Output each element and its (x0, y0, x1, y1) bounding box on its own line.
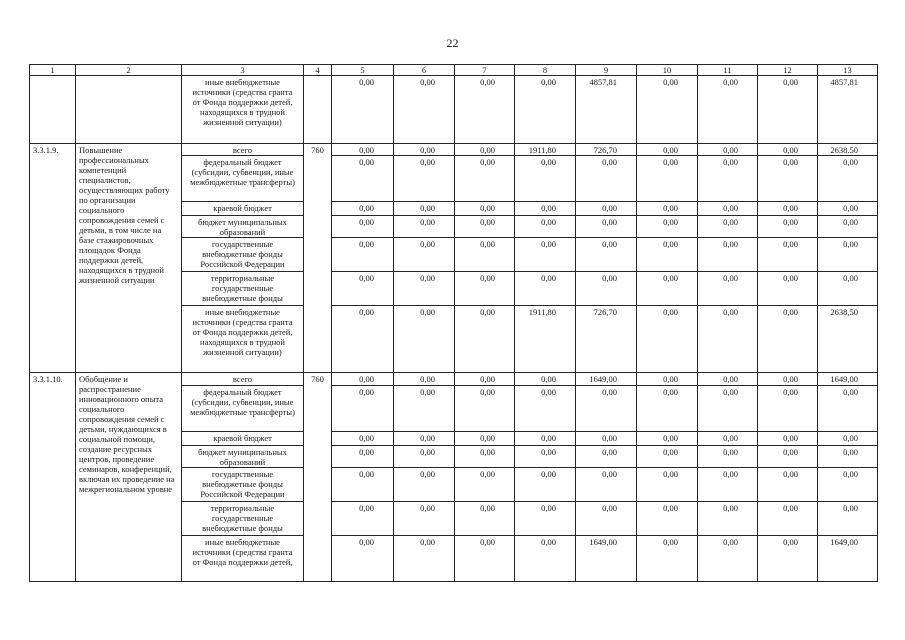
empty-cell (304, 76, 332, 144)
value-cell: 0,00 (758, 76, 818, 144)
value-cell: 0,00 (455, 202, 515, 216)
column-number: 3 (182, 65, 304, 76)
value-cell: 0,00 (637, 536, 698, 582)
value-cell: 0,00 (637, 468, 698, 502)
value-cell: 0,00 (637, 306, 698, 373)
measure-code: 3.3.1.9. (30, 144, 76, 373)
value-cell: 0,00 (332, 306, 394, 373)
value-cell: 0,00 (455, 386, 515, 432)
column-number: 7 (455, 65, 515, 76)
value-cell: 0,00 (332, 446, 394, 468)
value-cell: 0,00 (818, 238, 878, 272)
page-number: 22 (446, 36, 459, 50)
value-cell: 0,00 (758, 156, 818, 202)
value-cell: 0,00 (637, 202, 698, 216)
funding-source: всего (182, 144, 304, 156)
value-cell: 0,00 (394, 272, 455, 306)
value-cell: 0,00 (576, 468, 637, 502)
column-number: 13 (818, 65, 878, 76)
value-cell: 1911,80 (515, 306, 576, 373)
value-cell: 0,00 (758, 386, 818, 432)
column-number: 12 (758, 65, 818, 76)
value-cell: 0,00 (698, 272, 758, 306)
value-cell: 0,00 (455, 502, 515, 536)
value-cell: 0,00 (758, 432, 818, 446)
value-cell: 0,00 (394, 156, 455, 202)
funding-source: территориальные государственные внебюджетные фонды (182, 272, 304, 306)
value-cell: 0,00 (576, 238, 637, 272)
value-cell: 0,00 (394, 386, 455, 432)
value-cell: 0,00 (758, 238, 818, 272)
value-cell: 1649,00 (576, 373, 637, 386)
value-cell: 0,00 (758, 306, 818, 373)
value-cell: 0,00 (758, 272, 818, 306)
value-cell: 0,00 (818, 272, 878, 306)
value-cell: 0,00 (576, 446, 637, 468)
funding-source: краевой бюджет (182, 432, 304, 446)
value-cell: 0,00 (576, 502, 637, 536)
value-cell: 0,00 (698, 432, 758, 446)
column-number: 10 (637, 65, 698, 76)
value-cell: 0,00 (455, 238, 515, 272)
value-cell: 0,00 (455, 144, 515, 156)
value-cell: 0,00 (394, 238, 455, 272)
value-cell: 0,00 (515, 386, 576, 432)
value-cell: 0,00 (394, 202, 455, 216)
value-cell: 0,00 (394, 432, 455, 446)
value-cell: 0,00 (455, 536, 515, 582)
funding-source: всего (182, 373, 304, 386)
funding-source: государственные внебюджетные фонды Российской Федерации (182, 468, 304, 502)
value-cell: 0,00 (576, 272, 637, 306)
value-cell: 0,00 (637, 272, 698, 306)
value-cell: 0,00 (698, 386, 758, 432)
value-cell: 0,00 (515, 373, 576, 386)
value-cell: 0,00 (455, 373, 515, 386)
value-cell: 0,00 (455, 216, 515, 238)
value-cell: 0,00 (637, 373, 698, 386)
value-cell: 0,00 (455, 446, 515, 468)
value-cell: 0,00 (637, 156, 698, 202)
value-cell: 0,00 (698, 502, 758, 536)
value-cell: 0,00 (576, 202, 637, 216)
value-cell: 0,00 (698, 156, 758, 202)
value-cell: 0,00 (818, 468, 878, 502)
value-cell: 0,00 (698, 238, 758, 272)
funding-table (29, 64, 878, 582)
value-cell: 0,00 (758, 373, 818, 386)
value-cell: 0,00 (698, 446, 758, 468)
value-cell: 0,00 (515, 216, 576, 238)
value-cell: 0,00 (515, 238, 576, 272)
value-cell: 0,00 (332, 156, 394, 202)
value-cell: 0,00 (818, 446, 878, 468)
funding-source: федеральный бюджет (субсидии, субвенции, иные межбюджетные трансферты) (182, 156, 304, 202)
value-cell: 4857,81 (818, 76, 878, 144)
value-cell: 0,00 (758, 216, 818, 238)
column-number: 5 (332, 65, 394, 76)
column-number: 8 (515, 65, 576, 76)
value-cell: 2638.50 (818, 144, 878, 156)
value-cell: 0,00 (455, 272, 515, 306)
value-cell: 0,00 (332, 373, 394, 386)
column-number: 6 (394, 65, 455, 76)
value-cell: 0,00 (758, 468, 818, 502)
value-cell: 0,00 (515, 468, 576, 502)
value-cell: 0,00 (698, 306, 758, 373)
value-cell: 1649,00 (818, 373, 878, 386)
column-number: 2 (76, 65, 182, 76)
value-cell: 0,00 (332, 502, 394, 536)
value-cell: 0,00 (332, 432, 394, 446)
column-number: 1 (30, 65, 76, 76)
value-cell: 0,00 (576, 216, 637, 238)
column-number: 9 (576, 65, 637, 76)
value-cell: 0,00 (394, 502, 455, 536)
value-cell: 0,00 (332, 386, 394, 432)
empty-cell (30, 76, 76, 144)
value-cell: 0,00 (332, 202, 394, 216)
value-cell: 0,00 (637, 76, 698, 144)
value-cell: 0,00 (515, 272, 576, 306)
value-cell: 0,00 (394, 373, 455, 386)
value-cell: 0,00 (576, 432, 637, 446)
funding-source: бюджет муниципальных образований (182, 216, 304, 238)
value-cell: 0,00 (394, 306, 455, 373)
value-cell: 0,00 (332, 76, 394, 144)
value-cell: 0,00 (758, 502, 818, 536)
funding-source: иные внебюджетные источники (средства гранта от Фонда поддержки детей, находящихся в трудной жизненной ситуации) (182, 76, 304, 144)
value-cell: 0,00 (758, 202, 818, 216)
value-cell: 0,00 (818, 386, 878, 432)
value-cell: 0,00 (818, 216, 878, 238)
value-cell: 0,00 (758, 144, 818, 156)
value-cell: 0,00 (332, 468, 394, 502)
value-cell: 0,00 (515, 202, 576, 216)
value-cell: 0,00 (698, 76, 758, 144)
funding-source: государственные внебюджетные фонды Российской Федерации (182, 238, 304, 272)
measure-title: Обобщение и распространение инновационного опыта социального сопровождения семей с детьми, нуждающихся в социальной помощи, создание ресурсных центров, проведение семинаров, конференций, включая их проведение на межрегиональном уровне (76, 373, 182, 582)
value-cell: 2638,50 (818, 306, 878, 373)
empty-cell (76, 76, 182, 144)
column-number: 11 (698, 65, 758, 76)
value-cell: 0,00 (698, 144, 758, 156)
funding-source: федеральный бюджет (субсидии, субвенции, иные межбюджетные трансферты) (182, 386, 304, 432)
value-cell: 0,00 (332, 272, 394, 306)
column-4-value: 760 (304, 144, 332, 373)
column-4-value: 760 (304, 373, 332, 582)
value-cell: 0,00 (394, 446, 455, 468)
value-cell: 0,00 (637, 432, 698, 446)
value-cell: 0,00 (818, 502, 878, 536)
funding-source: иные внебюджетные источники (средства гранта от Фонда поддержки детей, (182, 536, 304, 582)
value-cell: 0,00 (515, 502, 576, 536)
value-cell: 0,00 (394, 468, 455, 502)
value-cell: 0,00 (698, 216, 758, 238)
value-cell: 0,00 (515, 156, 576, 202)
value-cell: 1649,00 (818, 536, 878, 582)
value-cell: 0,00 (515, 76, 576, 144)
value-cell: 0,00 (332, 238, 394, 272)
value-cell: 0,00 (455, 432, 515, 446)
value-cell: 0,00 (576, 386, 637, 432)
funding-source: бюджет муниципальных образований (182, 446, 304, 468)
value-cell: 0,00 (455, 76, 515, 144)
value-cell: 0,00 (758, 446, 818, 468)
value-cell: 0,00 (818, 156, 878, 202)
value-cell: 0,00 (332, 216, 394, 238)
value-cell: 0,00 (637, 216, 698, 238)
value-cell: 0,00 (455, 156, 515, 202)
value-cell: 0,00 (698, 468, 758, 502)
value-cell: 0,00 (818, 432, 878, 446)
value-cell: 1649,00 (576, 536, 637, 582)
value-cell: 0,00 (698, 202, 758, 216)
funding-source: иные внебюджетные источники (средства гранта от Фонда поддержки детей, находящихся в трудной жизненной ситуации) (182, 306, 304, 373)
value-cell: 0,00 (394, 144, 455, 156)
value-cell: 0,00 (332, 536, 394, 582)
funding-source: территориальные государственные внебюджетные фонды (182, 502, 304, 536)
funding-source: краевой бюджет (182, 202, 304, 216)
value-cell: 1911,80 (515, 144, 576, 156)
value-cell: 0,00 (637, 144, 698, 156)
value-cell: 726,70 (576, 144, 637, 156)
value-cell: 0,00 (637, 446, 698, 468)
measure-title: Повышение профессиональных компетенций специалистов, осуществляющих работу по организации социального сопровождения семей с детьми, в том числе на базе стажировочных площадок Фонда поддержки детей, находящихся в трудной жизненной ситуации (76, 144, 182, 373)
value-cell: 0,00 (698, 373, 758, 386)
value-cell: 0,00 (698, 536, 758, 582)
value-cell: 0,00 (455, 468, 515, 502)
value-cell: 0,00 (637, 386, 698, 432)
value-cell: 4857,81 (576, 76, 637, 144)
value-cell: 0,00 (515, 446, 576, 468)
value-cell: 0,00 (758, 536, 818, 582)
value-cell: 0,00 (637, 238, 698, 272)
value-cell: 0,00 (394, 216, 455, 238)
value-cell: 0,00 (515, 432, 576, 446)
value-cell: 0,00 (576, 156, 637, 202)
value-cell: 0,00 (637, 502, 698, 536)
value-cell: 0,00 (394, 536, 455, 582)
value-cell: 0,00 (394, 76, 455, 144)
value-cell: 726,70 (576, 306, 637, 373)
value-cell: 0,00 (818, 202, 878, 216)
column-number: 4 (304, 65, 332, 76)
value-cell: 0,00 (332, 144, 394, 156)
value-cell: 0,00 (455, 306, 515, 373)
value-cell: 0,00 (515, 536, 576, 582)
measure-code: 3.3.1.10. (30, 373, 76, 582)
